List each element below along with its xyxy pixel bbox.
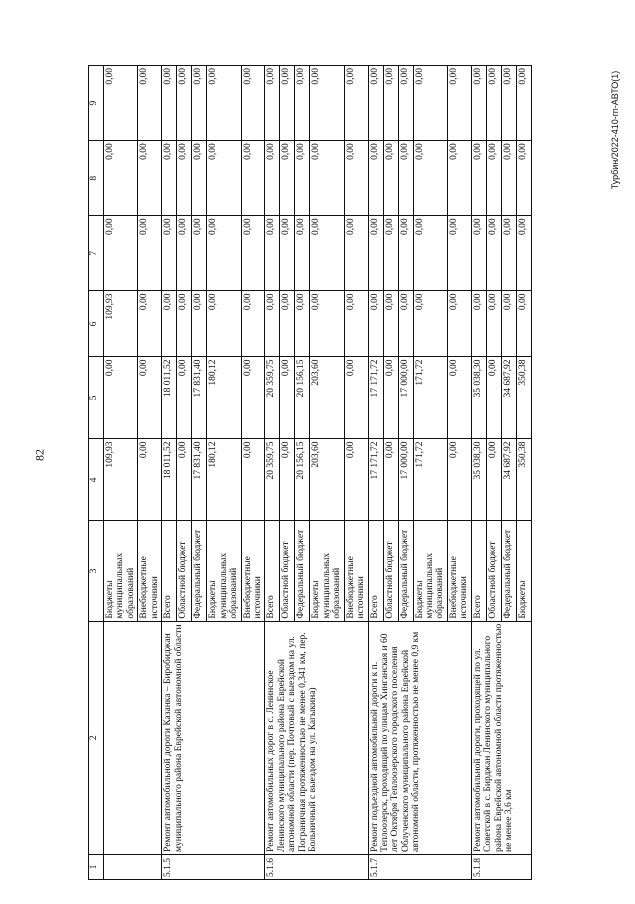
amount-cell: 0,00	[138, 66, 162, 141]
amount-cell: 0,00	[413, 291, 447, 357]
amount-cell: 0,00	[471, 141, 486, 216]
amount-cell: 171,72	[413, 357, 447, 439]
amount-cell: 0,00	[295, 66, 310, 141]
amount-cell: 0,00	[344, 439, 368, 521]
funding-source: Областной бюджет	[383, 521, 398, 621]
amount-cell: 0,00	[280, 357, 295, 439]
amount-cell: 0,00	[192, 66, 207, 141]
amount-cell: 0,00	[177, 216, 192, 291]
amount-cell: 34 687,92	[501, 357, 516, 439]
amount-cell: 203,60	[310, 439, 344, 521]
amount-cell: 0,00	[104, 141, 138, 216]
amount-cell: 180,12	[207, 357, 241, 439]
funding-source: Федеральный бюджет	[192, 521, 207, 621]
amount-cell: 0,00	[207, 216, 241, 291]
budget-table	[88, 65, 532, 880]
funding-source: Внебюджетные источники	[344, 521, 368, 621]
amount-cell: 0,00	[398, 141, 413, 216]
amount-cell: 20 359,75	[265, 357, 280, 439]
amount-cell: 0,00	[447, 66, 471, 141]
amount-cell: 0,00	[413, 66, 447, 141]
item-name: Ремонт автомобильной дороги, проходящей по ул. Советской в с. Бирджан Ленинского муниципального района Еврейской автономной области протяженностью не менее 3,6 км	[471, 621, 531, 854]
amount-cell: 0,00	[177, 439, 192, 521]
item-name: Ремонт автомобильных дорог в с. Ленинское Ленинского муниципального района Еврейской автономной области (пер. Почтовый с выездом на ул. Пограничная протяженностью не менее 0,341 км, пер. Больничный с выездом на ул. Кагыкина)	[265, 621, 368, 854]
amount-cell: 0,00	[471, 291, 486, 357]
amount-cell: 0,00	[383, 357, 398, 439]
amount-cell: 0,00	[447, 216, 471, 291]
amount-cell: 0,00	[138, 141, 162, 216]
amount-cell: 0,00	[383, 141, 398, 216]
amount-cell: 0,00	[138, 439, 162, 521]
amount-cell: 0,00	[162, 291, 177, 357]
document-stamp: Турбин/2022-410-rn-АВТО(1)	[610, 70, 620, 190]
amount-cell: 0,00	[383, 439, 398, 521]
amount-cell: 0,00	[383, 291, 398, 357]
amount-cell: 17 831,40	[192, 439, 207, 521]
item-code: 5.1.8	[471, 854, 531, 879]
amount-cell: 0,00	[207, 66, 241, 141]
table-row	[104, 66, 138, 880]
amount-cell: 0,00	[344, 357, 368, 439]
amount-cell: 34 687,92	[501, 439, 516, 521]
amount-cell: 0,00	[447, 357, 471, 439]
amount-cell: 0,00	[447, 141, 471, 216]
funding-source: Бюджеты	[516, 521, 531, 621]
funding-source: Внебюджетные источники	[241, 521, 265, 621]
amount-cell: 0,00	[162, 216, 177, 291]
rotated-table-container	[88, 65, 580, 880]
funding-source: Областной бюджет	[280, 521, 295, 621]
amount-cell: 0,00	[241, 216, 265, 291]
amount-cell: 0,00	[177, 66, 192, 141]
amount-cell: 0,00	[486, 216, 501, 291]
amount-cell: 0,00	[138, 216, 162, 291]
col-header: 8	[89, 141, 104, 216]
amount-cell: 0,00	[104, 357, 138, 439]
amount-cell: 0,00	[192, 216, 207, 291]
amount-cell: 0,00	[471, 216, 486, 291]
col-header: 9	[89, 66, 104, 141]
item-name: Ремонт подъездной автомобильной дороги к п. Теплоозерск, проходящий по улицам Хинганская и 60 лет Октября Теплоозерского городского поселения Облученского муниципального района Еврейской автономной области, протяженностью не менее 0,9 км	[368, 621, 471, 854]
table-row	[265, 66, 280, 880]
amount-cell: 0,00	[265, 66, 280, 141]
amount-cell: 17 000,00	[398, 357, 413, 439]
item-name: Ремонт автомобильной дороги Казанка – Биробиджан муниципального района Еврейской автономной области	[162, 621, 265, 854]
item-code: 5.1.5	[162, 854, 265, 879]
amount-cell: 0,00	[486, 141, 501, 216]
funding-source: Федеральный бюджет	[295, 521, 310, 621]
funding-source: Внебюджетные источники	[447, 521, 471, 621]
col-header: 3	[89, 521, 104, 621]
code-cell	[104, 854, 162, 879]
amount-cell: 0,00	[241, 66, 265, 141]
amount-cell: 35 038,30	[471, 439, 486, 521]
funding-source: Всего	[471, 521, 486, 621]
amount-cell: 20 156,15	[295, 439, 310, 521]
amount-cell: 0,00	[162, 141, 177, 216]
amount-cell: 109,93	[104, 291, 138, 357]
item-code: 5.1.6	[265, 854, 368, 879]
amount-cell: 0,00	[295, 216, 310, 291]
amount-cell: 0,00	[516, 66, 531, 141]
amount-cell: 18 011,52	[162, 439, 177, 521]
amount-cell: 17 171,72	[368, 439, 383, 521]
amount-cell: 0,00	[177, 141, 192, 216]
funding-source: Внебюджетные источники	[138, 521, 162, 621]
amount-cell: 171,72	[413, 439, 447, 521]
amount-cell: 0,00	[516, 216, 531, 291]
amount-cell: 0,00	[138, 291, 162, 357]
amount-cell: 0,00	[177, 291, 192, 357]
amount-cell: 0,00	[344, 66, 368, 141]
amount-cell: 0,00	[265, 216, 280, 291]
amount-cell: 0,00	[368, 291, 383, 357]
amount-cell: 0,00	[383, 66, 398, 141]
amount-cell: 0,00	[177, 357, 192, 439]
amount-cell: 0,00	[310, 66, 344, 141]
amount-cell: 0,00	[501, 291, 516, 357]
amount-cell: 0,00	[471, 66, 486, 141]
amount-cell: 0,00	[486, 439, 501, 521]
amount-cell: 203,60	[310, 357, 344, 439]
funding-source: Бюджеты муниципальных образований	[413, 521, 447, 621]
amount-cell: 0,00	[310, 291, 344, 357]
amount-cell: 0,00	[280, 216, 295, 291]
amount-cell: 0,00	[413, 216, 447, 291]
item-code: 5.1.7	[368, 854, 471, 879]
amount-cell: 0,00	[138, 357, 162, 439]
amount-cell: 0,00	[192, 291, 207, 357]
amount-cell: 0,00	[368, 141, 383, 216]
amount-cell: 0,00	[368, 66, 383, 141]
amount-cell: 0,00	[241, 141, 265, 216]
amount-cell: 0,00	[344, 141, 368, 216]
column-numbers-row	[89, 66, 104, 880]
amount-cell: 0,00	[104, 66, 138, 141]
amount-cell: 0,00	[265, 291, 280, 357]
amount-cell: 0,00	[104, 216, 138, 291]
amount-cell: 0,00	[501, 141, 516, 216]
funding-source: Областной бюджет	[486, 521, 501, 621]
amount-cell: 17 171,72	[368, 357, 383, 439]
amount-cell: 0,00	[280, 66, 295, 141]
amount-cell: 0,00	[241, 357, 265, 439]
amount-cell: 17 831,40	[192, 357, 207, 439]
amount-cell: 350,38	[516, 439, 531, 521]
name-cell	[104, 621, 162, 854]
amount-cell: 0,00	[501, 216, 516, 291]
col-header: 5	[89, 357, 104, 439]
amount-cell: 0,00	[368, 216, 383, 291]
amount-cell: 0,00	[192, 141, 207, 216]
amount-cell: 35 038,30	[471, 357, 486, 439]
amount-cell: 20 359,75	[265, 439, 280, 521]
amount-cell: 0,00	[295, 291, 310, 357]
amount-cell: 0,00	[265, 141, 280, 216]
amount-cell: 0,00	[486, 291, 501, 357]
funding-source: Федеральный бюджет	[501, 521, 516, 621]
amount-cell: 0,00	[383, 216, 398, 291]
funding-source: Бюджеты муниципальных образований	[207, 521, 241, 621]
amount-cell: 0,00	[207, 141, 241, 216]
col-header: 7	[89, 216, 104, 291]
table-body	[104, 66, 532, 880]
amount-cell: 18 011,52	[162, 357, 177, 439]
table-row	[162, 66, 177, 880]
amount-cell: 350,38	[516, 357, 531, 439]
col-header: 6	[89, 291, 104, 357]
funding-source: Федеральный бюджет	[398, 521, 413, 621]
amount-cell: 0,00	[241, 439, 265, 521]
amount-cell: 0,00	[310, 216, 344, 291]
amount-cell: 0,00	[344, 291, 368, 357]
amount-cell: 0,00	[398, 291, 413, 357]
amount-cell: 0,00	[295, 141, 310, 216]
amount-cell: 0,00	[447, 291, 471, 357]
amount-cell: 0,00	[516, 291, 531, 357]
amount-cell: 0,00	[516, 141, 531, 216]
amount-cell: 0,00	[280, 291, 295, 357]
amount-cell: 0,00	[310, 141, 344, 216]
col-header: 4	[89, 439, 104, 521]
table-row	[368, 66, 383, 880]
amount-cell: 0,00	[486, 66, 501, 141]
amount-cell: 0,00	[241, 291, 265, 357]
funding-source: Всего	[368, 521, 383, 621]
amount-cell: 0,00	[162, 66, 177, 141]
amount-cell: 180,12	[207, 439, 241, 521]
amount-cell: 0,00	[398, 66, 413, 141]
funding-source: Областной бюджет	[177, 521, 192, 621]
amount-cell: 109,93	[104, 439, 138, 521]
funding-source: Бюджеты муниципальных образований	[310, 521, 344, 621]
amount-cell: 0,00	[447, 439, 471, 521]
amount-cell: 0,00	[280, 141, 295, 216]
funding-source: Всего	[162, 521, 177, 621]
amount-cell: 0,00	[413, 141, 447, 216]
funding-source: Бюджеты муниципальных образований	[104, 521, 138, 621]
funding-source: Всего	[265, 521, 280, 621]
table-row	[471, 66, 486, 880]
amount-cell: 0,00	[398, 216, 413, 291]
col-header: 2	[89, 621, 104, 854]
amount-cell: 0,00	[207, 291, 241, 357]
amount-cell: 20 156,15	[295, 357, 310, 439]
amount-cell: 17 000,00	[398, 439, 413, 521]
col-header: 1	[89, 854, 104, 879]
amount-cell: 0,00	[280, 439, 295, 521]
amount-cell: 0,00	[501, 66, 516, 141]
amount-cell: 0,00	[486, 357, 501, 439]
page-number: 82	[32, 449, 47, 461]
amount-cell: 0,00	[344, 216, 368, 291]
